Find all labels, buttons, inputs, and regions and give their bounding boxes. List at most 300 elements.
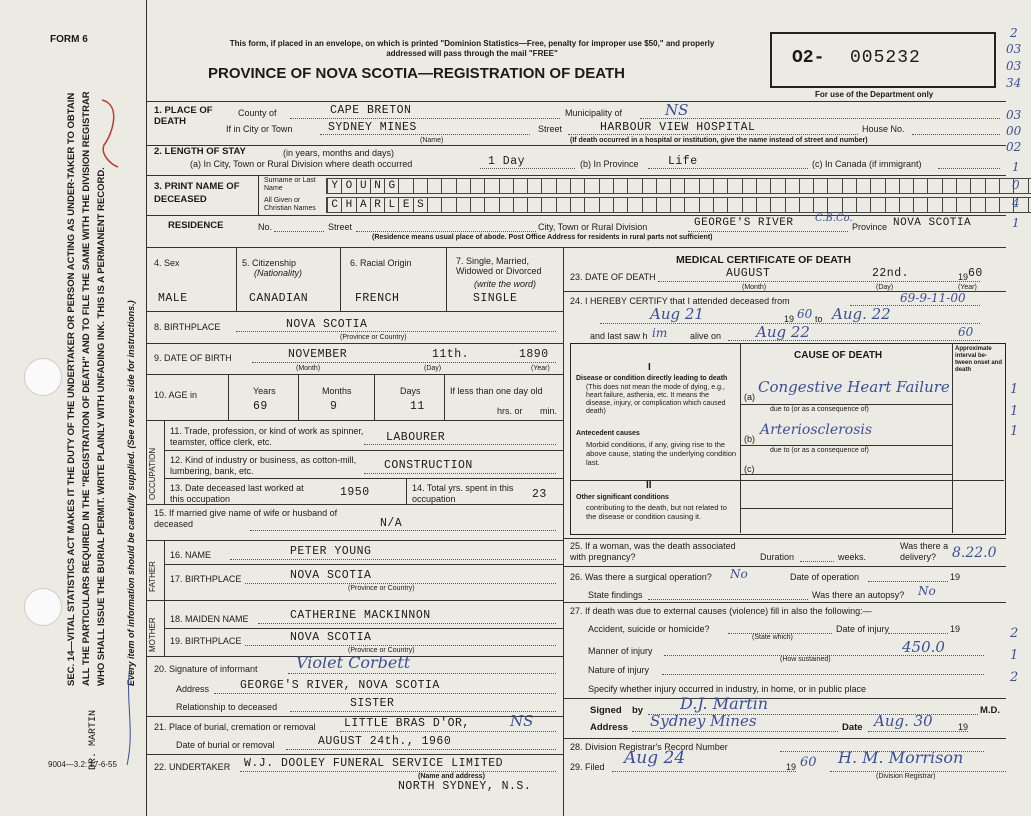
given-name-letter-box [856,198,870,212]
reg-number: 005232 [850,48,921,68]
margin-code: 4 [1012,196,1020,210]
given-name-letter-box [799,198,813,212]
due-to-b: due to (or as a consequence of) [770,406,869,413]
weeks-label: weeks. [838,552,867,562]
given-name-letter-box [556,198,570,212]
relationship-value: SISTER [350,697,395,710]
given-name-letter-box [899,198,913,212]
surname-letter-box: O [341,179,355,193]
father-birthplace-label: 17. BIRTHPLACE [170,574,242,584]
given-name-letter-box: C [327,198,341,212]
cause-line-b: (b) [744,434,755,444]
burial-place-hand: NS [510,712,534,730]
surname-letter-box [942,179,956,193]
given-name-letter-box [927,198,941,212]
disease-label: Disease or condition directly leading to death [576,375,728,382]
informant-address: GEORGE'S RIVER, NOVA SCOTIA [240,679,440,692]
given-name-letter-box [956,198,970,212]
burial-date-label: Date of burial or removal [176,740,275,750]
given-name-letter-box [699,198,713,212]
surname-letter-box [770,179,784,193]
nature-label: Nature of injury [588,665,650,675]
residence-note: (Residence means usual place of abode. Post Office Address for residents in rural parts not sufficient) [372,234,713,241]
last-saw-label: and last saw h [590,331,648,341]
mother-name: CATHERINE MACKINNON [290,609,431,622]
margin-code: 1 [1012,160,1020,174]
antecedent-label: Antecedent causes [576,430,640,437]
length-of-stay-label: 2. LENGTH OF STAY [154,146,246,157]
given-name-letter-box [627,198,641,212]
spouse-value: N/A [380,517,403,530]
father-name: PETER YOUNG [290,545,372,558]
given-name-letter-box [441,198,455,212]
given-name-letter-box: A [356,198,370,212]
surname-letter-box [999,179,1013,193]
informant-signature: Violet Corbett [296,653,411,672]
given-name-letter-box: L [384,198,398,212]
given-name-letter-box [427,198,441,212]
alive-on-date: Aug 22 [756,323,810,341]
state-which-caption: (State which) [752,634,793,641]
citizenship-sub: (Nationality) [254,268,303,278]
age-years-value: 69 [253,400,268,413]
physician-address-label: Address [590,722,629,733]
cause-line-c: (c) [744,464,755,474]
given-name-letter-box [813,198,827,212]
physician-address: Sydney Mines [650,712,757,730]
relationship-label: Relationship to deceased [176,702,278,712]
municipality-value: NS [665,101,689,119]
given-name-letter-box [942,198,956,212]
dod-year-prefix: 19 [958,272,969,282]
surname-letter-box [713,179,727,193]
dob-month: NOVEMBER [288,348,348,361]
surname-letter-box [456,179,470,193]
residence-city: GEORGE'S RIVER [694,217,794,229]
antecedent-desc: Morbid conditions, if any, giving rise to the above cause, stating the underlying condition last. [586,440,737,467]
surname-letter-box [527,179,541,193]
delivery-label: Was there a delivery? [900,541,949,562]
medical-certificate-header: MEDICAL CERTIFICATE OF DEATH [676,254,851,266]
surname-grid [326,178,1031,194]
surname-letter-box [885,179,899,193]
informant-address-label: Address [176,684,210,694]
other-conditions-label: Other significant conditions [576,494,669,501]
place-of-death-label: 1. PLACE OF DEATH [154,105,213,127]
age-months-value: 9 [330,400,338,413]
given-name-letter-box [656,198,670,212]
interval-header: Approximate interval be-tween onset and death [955,346,1003,373]
filed-year-19: 19 [786,762,797,772]
margin-code: 1 [1010,648,1019,663]
given-name-letter-box [570,198,584,212]
given-name-letter-box [770,198,784,212]
surname-letter-box [913,179,927,193]
surname-letter-box [827,179,841,193]
other-conditions-desc: contributing to the death, but not related to the disease or condition causing it. [586,503,727,521]
city-label: If in City or Town [226,124,293,134]
delivery-code: 8.22.0 [952,545,997,561]
print-code: 9004—3.2: 17-6-55 [48,760,117,769]
op-date-19: 19 [950,572,961,582]
cause-b: Arteriosclerosis [760,422,873,438]
residence-province-label: Province [852,222,888,232]
state-findings-label: State findings [588,590,643,600]
surname-letter-box: U [356,179,370,193]
city-value: SYDNEY MINES [328,121,417,134]
given-name-letter-box [670,198,684,212]
surname-letter-box [499,179,513,193]
age-days-value: 11 [410,400,425,413]
surname-letter-box [985,179,999,193]
min-label: min. [540,406,558,416]
surname-letter-box [1013,179,1027,193]
registrar-number-label: 28. Division Registrar's Record Number [570,742,728,752]
physician-signature: D.J. Martin [680,694,769,713]
given-name-letter-box [713,198,727,212]
residence-province: NOVA SCOTIA [893,217,972,229]
margin-code: 2 [1010,626,1019,641]
given-name-letter-box [913,198,927,212]
undertaker-address: NORTH SYDNEY, N.S. [398,780,532,793]
occupation-side-label: OCCUPATION [148,447,157,500]
stay-sub: (in years, months and days) [283,148,395,158]
attended-to: Aug. 22 [832,305,891,323]
filed-date: Aug 24 [624,748,686,768]
given-name-letter-box [885,198,899,212]
total-years-label: 14. Total yrs. spent in this occupation [412,483,514,504]
surgery-value: No [730,567,748,581]
given-name-letter-box [541,198,555,212]
given-name-letter-box [1013,198,1027,212]
manner-label: Manner of injury [588,646,653,656]
informant-sig-label: 20. Signature of informant [154,664,258,674]
municipality-label: Municipality of [565,108,623,118]
to-label: to [815,314,823,324]
dod-year-caption: (Year) [958,284,977,291]
surname-letter-box [742,179,756,193]
stay-a-label: (a) In City, Town or Rural Division where death occurred [190,159,413,169]
last-worked-value: 1950 [340,486,370,499]
surname-letter-box [956,179,970,193]
how-sustained-caption: (How sustained) [780,656,831,663]
marital-sub: (write the word) [474,279,537,289]
registrar-caption: (Division Registrar) [876,773,936,780]
dod-label: 23. DATE OF DEATH [570,272,656,282]
residence-no-label: No. [258,222,273,232]
citizenship-value: CANADIAN [249,292,309,305]
surname-letter-box [470,179,484,193]
surname-letter-box [970,179,984,193]
given-name-letter-box [684,198,698,212]
surname-letter-box [927,179,941,193]
from-year: 60 [797,307,813,321]
year-19-label: 19 [784,314,795,324]
age-label: 10. AGE in [154,390,198,400]
margin-code: 2 [1010,26,1018,40]
stay-c-label: (c) In Canada (if immigrant) [812,159,922,169]
burial-place-label: 21. Place of burial, cremation or removal [154,722,316,732]
given-name-letter-box [1028,198,1031,212]
given-name-letter-box [642,198,656,212]
mother-birthplace-label: 19. BIRTHPLACE [170,636,242,646]
margin-code: 0 [1012,178,1020,192]
reg-prefix: O2- [792,48,825,68]
alive-year: 60 [958,325,974,339]
external-cause-label: 27. If death was due to external causes (violence) fill in also the following:— [570,606,872,616]
margin-code: 1 [1010,424,1019,439]
racial-value: FRENCH [355,292,400,305]
surname-letter-box [727,179,741,193]
margin-code: 00 [1006,124,1022,138]
hospital-note: (If death occurred in a hospital or institution, give the name instead of street and number) [570,137,868,144]
side-note: Every item of information should be carefully supplied. (See reverse side for instructions.) [126,300,136,686]
marital-label: 7. Single, Married, Widowed or Divorced [456,256,542,276]
surname-letter-box [584,179,598,193]
given-name-letter-box [599,198,613,212]
surname-letter-box [398,179,412,193]
surgery-label: 26. Was there a surgical operation? [570,572,712,582]
given-name-letter-box [970,198,984,212]
margin-code: 03 [1006,59,1022,73]
surname-letter-box [427,179,441,193]
given-name-letter-box [584,198,598,212]
autopsy-label: Was there an autopsy? [812,590,905,600]
given-name-letter-box [999,198,1013,212]
given-name-letter-box [456,198,470,212]
mother-bp-caption: (Province or Country) [348,647,415,654]
given-name-letter-box [499,198,513,212]
dod-month: AUGUST [726,267,771,280]
given-name-letter-box [470,198,484,212]
stay-b-label: (b) In Province [580,159,639,169]
pregnancy-label: 25. If a woman, was the death associated with pregnancy? [570,541,736,562]
spouse-label: 15. If married give name of wife or husband of deceased [154,508,338,529]
registration-number-box [770,32,996,88]
margin-code: 1 [1010,382,1019,397]
cause-a: Congestive Heart Failure [758,378,950,396]
given-name-grid [326,197,1031,213]
cause-line-a: (a) [744,392,755,402]
sex-label: 4. Sex [154,258,180,268]
surname-letter-box [570,179,584,193]
street-value: HARBOUR VIEW HOSPITAL [600,121,756,134]
given-name-letter-box [527,198,541,212]
birthplace-label: 8. BIRTHPLACE [154,322,221,332]
dob-day-caption: (Day) [424,365,442,372]
stay-a-value: 1 Day [488,155,526,168]
citizenship-label: 5. Citizenship [242,258,297,268]
given-name-letter-box: E [398,198,412,212]
residence-city-note: C.B.Co. [815,213,853,224]
surname-letter-box [699,179,713,193]
surname-letter-box [813,179,827,193]
dob-label: 9. DATE OF BIRTH [154,353,232,363]
age-days-label: Days [400,386,421,396]
given-name-letter-box [785,198,799,212]
sex-value: MALE [158,292,188,305]
dod-day: 22nd. [872,267,910,280]
mother-side-label: MOTHER [148,617,157,652]
side-name: DR. MARTIN [88,709,99,770]
age-years-label: Years [253,386,276,396]
racial-label: 6. Racial Origin [350,258,412,268]
surname-letter-box [413,179,427,193]
form-title: PROVINCE OF NOVA SCOTIA—REGISTRATION OF DEATH [208,65,625,82]
filed-year: 60 [800,755,817,770]
father-birthplace: NOVA SCOTIA [290,569,372,582]
dod-year: 60 [968,267,983,280]
physician-date-19: 19 [958,722,969,732]
given-name-letter-box: H [341,198,355,212]
margin-code: 03 [1006,108,1022,122]
hrs-label: hrs. or [497,406,523,416]
surname-letter-box [613,179,627,193]
given-name-letter-box: R [370,198,384,212]
pen-mark [115,660,145,770]
mother-name-label: 18. MAIDEN NAME [170,614,249,624]
street-label: Street [538,124,563,134]
given-name-letter-box [613,198,627,212]
injury-date-19: 19 [950,624,961,634]
md-label: M.D. [980,705,1001,716]
last-worked-label: 13. Date deceased last worked at this occupation [170,483,304,504]
surname-letter-box [656,179,670,193]
undertaker-label: 22. UNDERTAKER [154,762,231,772]
given-label: All Given or Christian Names [264,197,316,212]
surname-letter-box [899,179,913,193]
mail-notice: This form, if placed in an envelope, on which is printed "Dominion Statistics—Free, penalty for improper use $50," and properly addressed will pass through the mail "FREE" [229,39,715,58]
given-name-letter-box [727,198,741,212]
dob-year-caption: (Year) [531,365,550,372]
given-name-letter-box: S [413,198,427,212]
industry-value: CONSTRUCTION [384,459,473,472]
certify-label: 24. I HEREBY CERTIFY that I attended deceased from [570,296,790,306]
part-one-label: I [648,362,651,373]
surname-letter-box [856,179,870,193]
county-label: County of [238,108,277,118]
given-name-letter-box [756,198,770,212]
surname-letter-box [842,179,856,193]
dod-month-caption: (Month) [742,284,767,291]
father-bp-caption: (Province or Country) [348,585,415,592]
stay-b-value: Life [668,155,698,168]
birthplace-caption: (Province or Country) [340,334,407,341]
print-name-label: 3. PRINT NAME OF DECEASED [154,181,240,205]
given-name-letter-box [484,198,498,212]
surname-letter-box [684,179,698,193]
father-side-label: FATHER [148,561,157,592]
margin-code: 02 [1006,140,1022,154]
margin-code: 03 [1006,42,1022,56]
margin-code: 2 [1010,670,1019,685]
dob-month-caption: (Month) [296,365,321,372]
dob-day: 11th. [432,348,470,361]
surname-letter-box: Y [327,179,341,193]
name-caption: (Name) [420,137,444,144]
punch-hole [24,588,62,626]
residence-label: RESIDENCE [168,220,224,231]
given-name-letter-box [827,198,841,212]
surname-letter-box [642,179,656,193]
surname-letter-box [670,179,684,193]
house-label: House No. [862,124,905,134]
given-name-letter-box [842,198,856,212]
side-law-text: SEC. 14—VITAL STATISTICS ACT MAKES IT THE DUTY OF THE UNDERTAKER OR PERSON ACTING AS UNDER-TAKER TO OBTAIN ALL THE PARTICULARS REQUIRED IN THE "REGISTRATION OF DEATH" AND TO FILE THE SAME WITH THE DIVISION REGISTRAR WHO SHALL ISSUE THE BURIAL PERMIT. WRITE PLAINLY WITH UNFADING INK. THIS IS A PERMANENT RECORD. [66,91,107,686]
given-name-letter-box [870,198,884,212]
filed-label: 29. Filed [570,762,605,772]
burial-date: AUGUST 24th., 1960 [318,735,452,748]
disease-desc: (This does not mean the mode of dying, e.g., heart failure, asthenia, etc. It means the disease, injury, or complication which caused death) [586,384,726,415]
surname-letter-box: N [370,179,384,193]
by-label: by [632,705,644,716]
surname-letter-box [785,179,799,193]
surname-label: Surname or Last Name [264,177,316,192]
margin-code: 1 [1010,404,1019,419]
form-number: FORM 6 [50,34,88,45]
total-years-value: 23 [532,488,547,501]
undertaker-caption: (Name and address) [418,773,485,780]
part-two-label: II [646,480,652,491]
alive-on-label: alive on [690,331,722,341]
surname-letter-box [541,179,555,193]
injury-date-label: Date of injury [836,624,890,634]
given-name-letter-box [742,198,756,212]
father-name-label: 16. NAME [170,550,212,560]
surname-letter-box: G [384,179,398,193]
burial-place: LITTLE BRAS D'OR, [344,717,470,730]
surname-letter-box [513,179,527,193]
dod-day-caption: (Day) [876,284,894,291]
manner-code: 450.0 [902,638,945,656]
marital-value: SINGLE [473,292,518,305]
registrar-signature: H. M. Morrison [838,748,964,767]
where-injury-label: Specify whether injury occurred in industry, in home, or in public place [588,684,866,694]
surname-letter-box [756,179,770,193]
surname-letter-box [556,179,570,193]
pen-mark [92,95,132,175]
accident-label: Accident, suicide or homicide? [588,624,710,634]
attended-from: Aug 21 [650,305,704,323]
physician-date: Aug. 30 [874,712,933,730]
surname-letter-box [627,179,641,193]
industry-label: 12. Kind of industry or business, as cotton-mill, lumbering, bank, etc. [170,455,357,476]
trade-label: 11. Trade, profession, or kind of work as spinner, teamster, office clerk, etc. [170,426,364,447]
punch-hole [24,358,62,396]
surname-letter-box [1028,179,1031,193]
dept-use: For use of the Department only [815,90,934,99]
dob-year: 1890 [519,348,549,361]
last-saw-hand: im [652,326,668,340]
age-months-label: Months [322,386,352,396]
surname-letter-box [484,179,498,193]
date-label: Date [842,722,863,733]
less-than-day-label: If less than one day old [450,386,543,396]
margin-code: 1 [1012,216,1020,230]
due-to-c: due to (or as a consequence of) [770,447,869,454]
op-date-label: Date of operation [790,572,860,582]
cause-header: CAUSE OF DEATH [794,350,883,361]
given-name-letter-box [513,198,527,212]
surname-letter-box [599,179,613,193]
surname-letter-box [441,179,455,193]
mother-birthplace: NOVA SCOTIA [290,631,372,644]
signed-label: Signed [590,705,622,716]
given-name-letter-box [985,198,999,212]
undertaker-name: W.J. DOOLEY FUNERAL SERVICE LIMITED [244,757,504,770]
certify-code: 69-9-11-00 [900,291,966,305]
duration-label: Duration [760,552,795,562]
